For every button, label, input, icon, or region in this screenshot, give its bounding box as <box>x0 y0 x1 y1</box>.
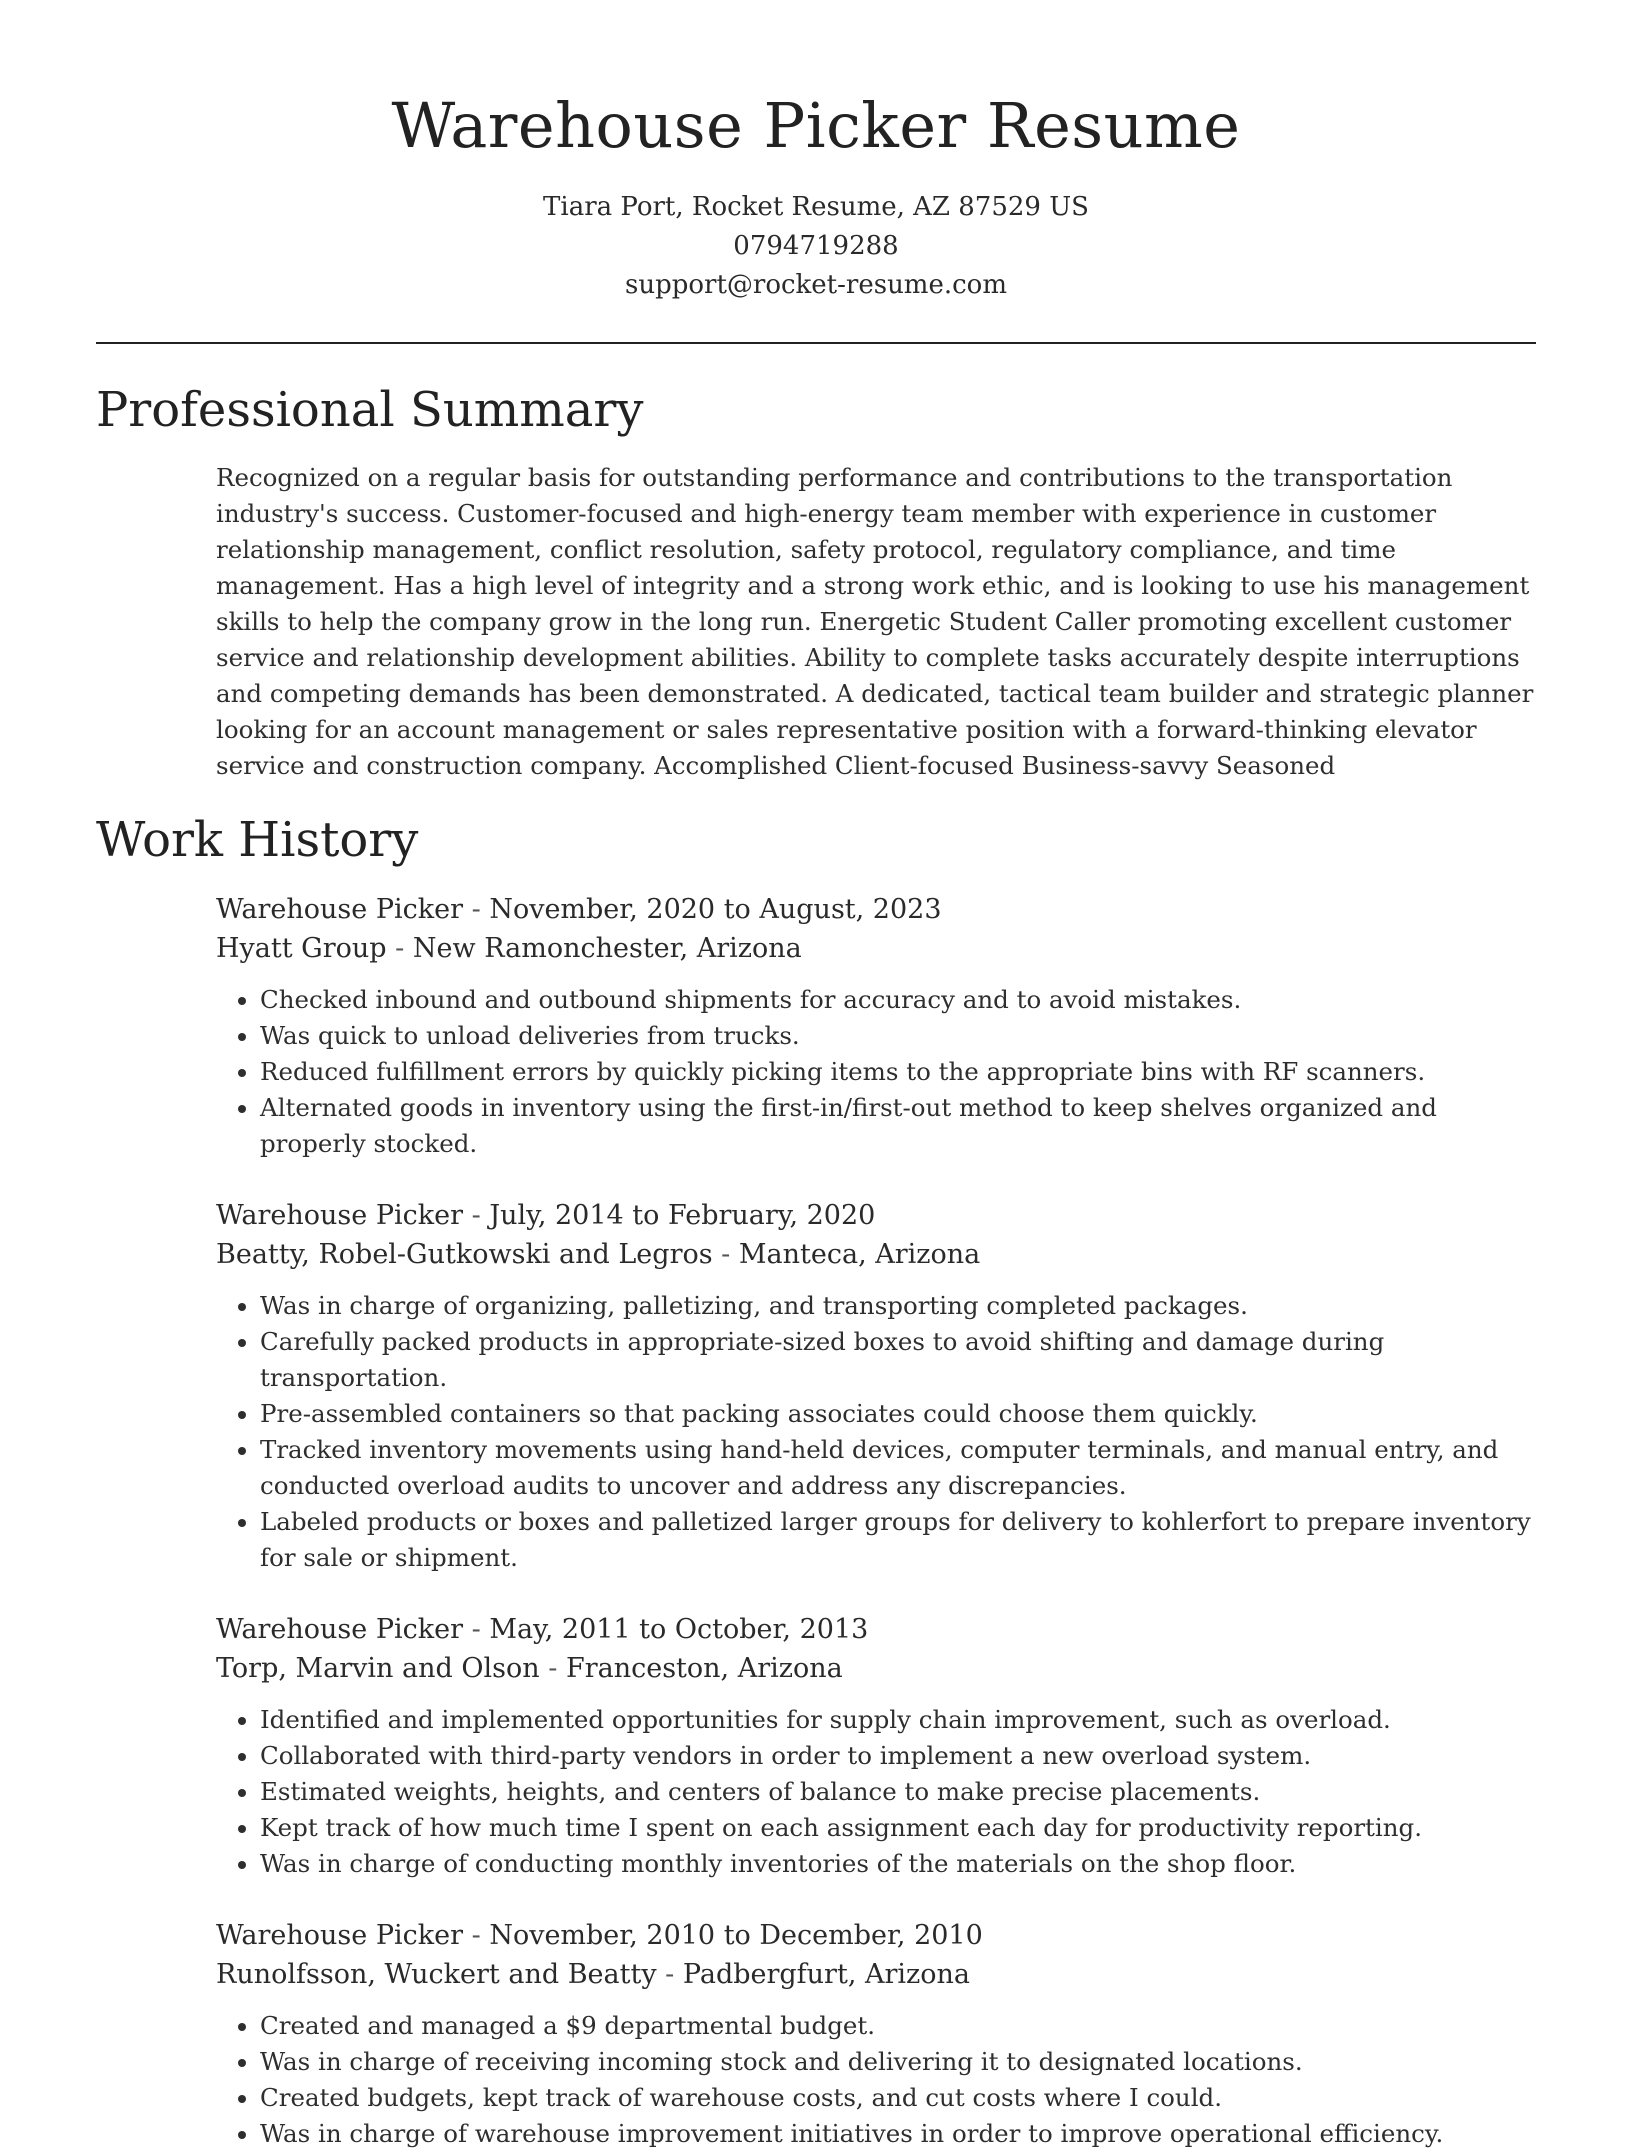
job-bullet: • Labeled products or boxes and palletized larger groups for delivery to kohlerfort to prepare inventory for sale or shipment. <box>260 1504 1536 1576</box>
job-bullets <box>216 2008 1536 2152</box>
job-dates: November, 2010 to December, 2010 <box>489 1920 983 1951</box>
work-history-section <box>96 810 1536 2152</box>
job-company-line <box>216 1235 1536 1274</box>
contact-email: support@rocket-resume.com <box>624 270 1007 300</box>
contact-block <box>0 188 1632 305</box>
job-company-line <box>216 1649 1536 1688</box>
job-bullet: • Was in charge of receiving incoming stock and delivering it to designated locations. <box>260 2044 1536 2080</box>
job-location: Manteca, Arizona <box>738 1239 981 1270</box>
separator: - <box>539 1653 566 1684</box>
summary-section <box>96 380 1536 784</box>
job-bullet: • Pre-assembled containers so that packing associates could choose them quickly. <box>260 1396 1536 1432</box>
job-location: Franceston, Arizona <box>565 1653 843 1684</box>
resume-header <box>0 0 1632 305</box>
job-location: Padbergfurt, Arizona <box>682 1959 970 1990</box>
resume-title: Warehouse Picker Resume <box>391 89 1241 162</box>
job-bullet: • Collaborated with third-party vendors in order to implement a new overload system. <box>260 1738 1536 1774</box>
job-company: Beatty, Robel-Gutkowski and Legros <box>216 1239 713 1270</box>
job-title-line <box>216 1916 1536 1955</box>
job-company: Hyatt Group <box>216 933 387 964</box>
contact-phone: 0794719288 <box>733 231 899 261</box>
separator: - <box>712 1239 739 1270</box>
job-bullet: • Was in charge of warehouse improvement initiatives in order to improve operational efficiency. <box>260 2116 1536 2152</box>
summary-text: Recognized on a regular basis for outstanding performance and contributions to the transportation industry's success. Customer-focused and high-energy team member with experience in customer relationship management, conflict resolution, safety protocol, regulatory compliance, and time management. Has a high level of integrity and a strong work ethic, and is looking to use his management skills to help the company grow in the long run. Energetic Student Caller promoting excellent customer service and relationship development abilities. Ability to complete tasks accurately despite interruptions and competing demands has been demonstrated. A dedicated, tactical team builder and strategic planner looking for an account management or sales representative position with a forward-thinking elevator service and construction company. Accomplished Client-focused Business-savvy Seasoned <box>216 463 1534 780</box>
header-divider <box>96 342 1536 344</box>
job-dates: July, 2014 to February, 2020 <box>489 1200 876 1231</box>
job-title: Warehouse Picker <box>216 1200 464 1231</box>
separator: - <box>386 933 413 964</box>
job-bullet: • Carefully packed products in appropriate-sized boxes to avoid shifting and damage during transportation. <box>260 1324 1536 1396</box>
job-company-line <box>216 1955 1536 1994</box>
job-bullet: • Estimated weights, heights, and centers of balance to make precise placements. <box>260 1774 1536 1810</box>
job-title-line <box>216 890 1536 929</box>
job-company: Torp, Marvin and Olson <box>216 1653 540 1684</box>
job-bullets <box>216 1288 1536 1576</box>
job-bullet: • Checked inbound and outbound shipments for accuracy and to avoid mistakes. <box>260 982 1536 1018</box>
job-location: New Ramonchester, Arizona <box>412 933 802 964</box>
job-dates: November, 2020 to August, 2023 <box>489 894 942 925</box>
job-bullets <box>216 982 1536 1162</box>
job-bullet: • Created and managed a $9 departmental budget. <box>260 2008 1536 2044</box>
separator: - <box>463 1614 490 1645</box>
separator: - <box>463 1200 490 1231</box>
separator: - <box>463 894 490 925</box>
job-bullet: • Tracked inventory movements using hand-held devices, computer terminals, and manual entry, and conducted overload audits to uncover and address any discrepancies. <box>260 1432 1536 1504</box>
job-title: Warehouse Picker <box>216 894 464 925</box>
job-title: Warehouse Picker <box>216 1614 464 1645</box>
separator: - <box>656 1959 683 1990</box>
job-title-line <box>216 1196 1536 1235</box>
job-bullet: • Kept track of how much time I spent on each assignment each day for productivity reporting. <box>260 1810 1536 1846</box>
job-bullet: • Was in charge of organizing, palletizing, and transporting completed packages. <box>260 1288 1536 1324</box>
job-bullet: • Alternated goods in inventory using the first-in/first-out method to keep shelves organized and properly stocked. <box>260 1090 1536 1162</box>
job-bullet: • Created budgets, kept track of warehouse costs, and cut costs where I could. <box>260 2080 1536 2116</box>
contact-address: Tiara Port, Rocket Resume, AZ 87529 US <box>543 192 1089 222</box>
work-history-heading: Work History <box>96 812 419 868</box>
summary-heading: Professional Summary <box>96 382 644 438</box>
job-title: Warehouse Picker <box>216 1920 464 1951</box>
job-company-line <box>216 929 1536 968</box>
job-bullet: • Was quick to unload deliveries from trucks. <box>260 1018 1536 1054</box>
job-title-line <box>216 1610 1536 1649</box>
job-entry <box>216 890 1536 1162</box>
job-bullet: • Identified and implemented opportunities for supply chain improvement, such as overload. <box>260 1702 1536 1738</box>
job-entry <box>216 1916 1536 2152</box>
job-entry <box>216 1610 1536 1882</box>
job-bullet: • Was in charge of conducting monthly inventories of the materials on the shop floor. <box>260 1846 1536 1882</box>
separator: - <box>463 1920 490 1951</box>
job-company: Runolfsson, Wuckert and Beatty <box>216 1959 657 1990</box>
job-entry <box>216 1196 1536 1576</box>
job-bullet: • Reduced fulfillment errors by quickly picking items to the appropriate bins with RF scanners. <box>260 1054 1536 1090</box>
job-bullets <box>216 1702 1536 1882</box>
job-dates: May, 2011 to October, 2013 <box>489 1614 869 1645</box>
